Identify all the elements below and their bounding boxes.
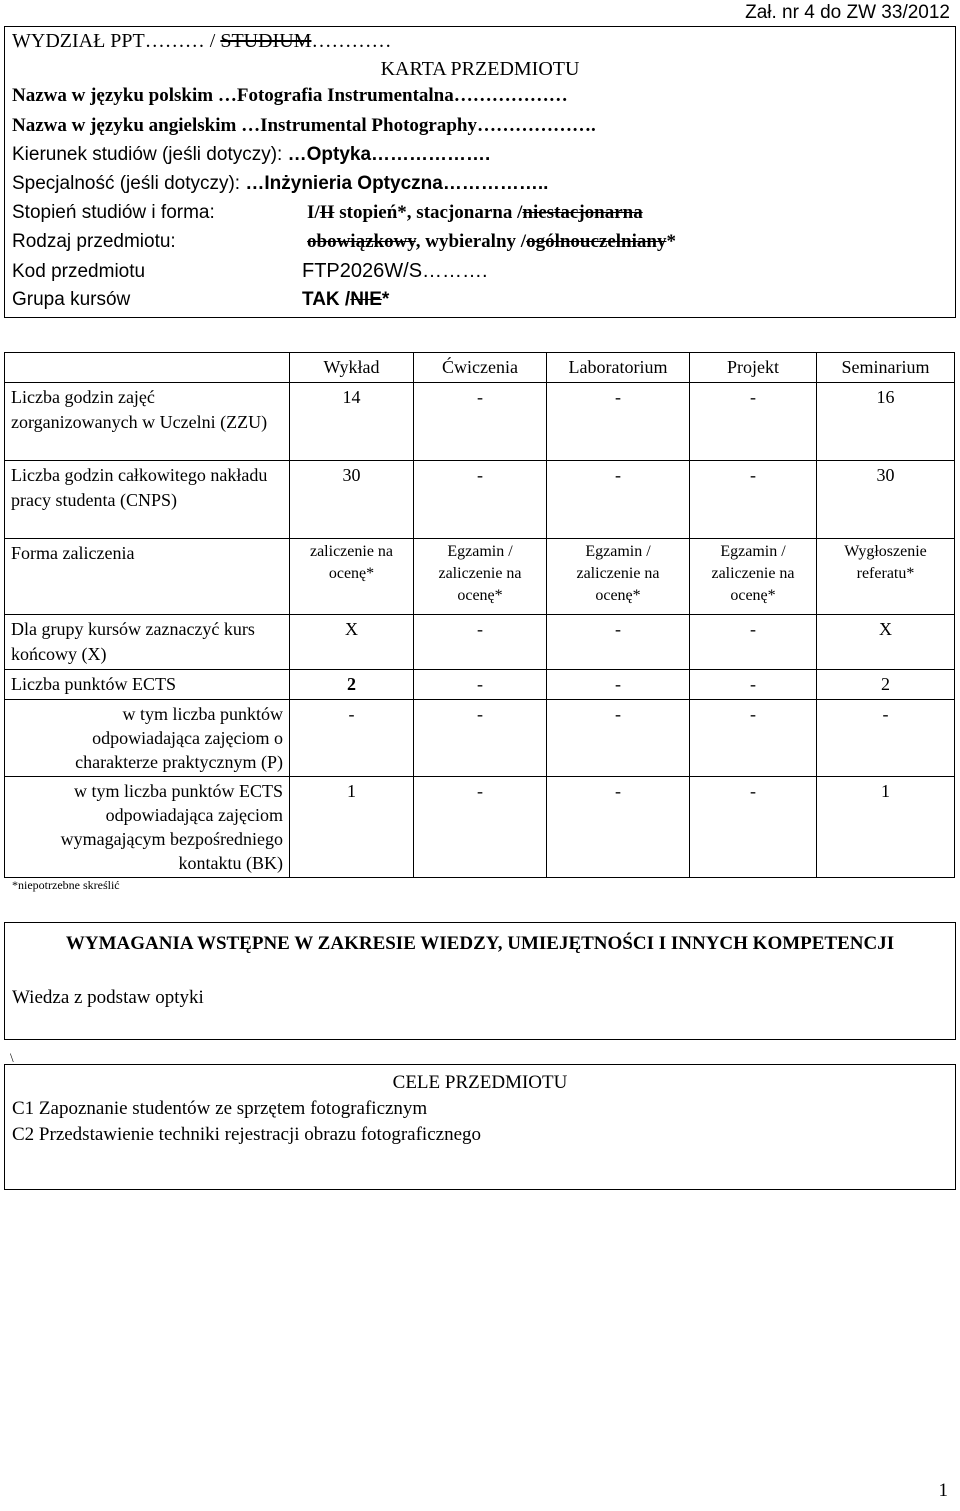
name-pl-label: Nazwa w języku polskim [12, 85, 218, 106]
table-cell: - [547, 461, 690, 539]
name-en-value: …Instrumental Photography………………. [241, 115, 596, 136]
table-cell: - [690, 383, 817, 461]
table-cell: - [414, 777, 547, 878]
field-value: …Optyka………………. [287, 144, 491, 165]
row-label: Liczba godzin zajęć zorganizowanych w Uczelni (ZZU) [5, 383, 290, 461]
footnote: *niepotrzebne skreślić [12, 878, 120, 892]
level-d: niestacjonarna [522, 202, 643, 223]
field-label: Kierunek studiów (jeśli dotyczy): [12, 144, 288, 165]
row-label: Forma zaliczenia [5, 539, 290, 615]
group-line [12, 287, 389, 313]
table-cell: - [690, 615, 817, 670]
table-cell: - [690, 700, 817, 777]
name-pl-value: …Fotografia Instrumentalna……………… [217, 85, 568, 106]
row-label: Liczba punktów ECTS [5, 670, 290, 700]
kind-line [12, 229, 676, 255]
code-value: FTP2026W/S………. [302, 260, 488, 282]
kind-c: ogólnouczelniany [526, 231, 667, 252]
table-cell: - [690, 670, 817, 700]
group-label: Grupa kursów [12, 289, 131, 310]
hours-table-header-row [5, 353, 955, 383]
table-cell: - [414, 383, 547, 461]
kind-b: , wybieralny / [415, 231, 527, 252]
table-cell: - [817, 700, 955, 777]
stray-mark: \ [10, 1050, 14, 1065]
level-line [12, 200, 643, 226]
name-en-line [12, 113, 596, 139]
field-line [12, 142, 490, 168]
col-header: Laboratorium [547, 353, 690, 383]
table-cell: X [817, 615, 955, 670]
table-row [5, 700, 955, 777]
spec-label: Specjalność (jeśli dotyczy): [12, 173, 246, 194]
faculty-line [12, 28, 391, 54]
faculty-prefix: WYDZIAŁ PPT……… / [12, 30, 221, 52]
name-pl-line [12, 83, 568, 109]
table-cell: - [547, 670, 690, 700]
table-cell: - [547, 777, 690, 878]
faculty-dots: ………… [311, 30, 392, 52]
table-cell: 30 [817, 461, 955, 539]
table-cell: - [414, 670, 547, 700]
header-empty-cell [5, 353, 290, 383]
table-cell: 2 [817, 670, 955, 700]
table-cell: - [547, 700, 690, 777]
spec-line [12, 171, 548, 197]
requirements-text: Wiedza z podstaw optyki [12, 987, 204, 1008]
goal-item: C1 Zapoznanie studentów ze sprzętem fotograficznym [12, 1098, 428, 1119]
level-label: Stopień studiów i forma: [12, 202, 215, 223]
table-row [5, 539, 955, 615]
kind-a: obowiązkowy [307, 231, 416, 252]
table-cell: Wygłoszenie referatu* [817, 539, 955, 615]
goals-title: CELE PRZEDMIOTU [392, 1072, 568, 1093]
row-label: w tym liczba punktów ECTS odpowiadająca zajęciom wymagającym bezpośredniego kontaktu (BK) [5, 777, 290, 878]
level-a: I/ [307, 202, 320, 223]
kind-d: * [666, 231, 676, 252]
hours-table [4, 352, 955, 878]
row-label: Liczba godzin całkowitego nakładu pracy studenta (CNPS) [5, 461, 290, 539]
code-label: Kod przedmiotu [12, 261, 146, 282]
table-cell: 30 [290, 461, 414, 539]
row-label: Dla grupy kursów zaznaczyć kurs końcowy (X) [5, 615, 290, 670]
card-title: KARTA PRZEDMIOTU [380, 58, 580, 80]
table-cell: 2 [290, 670, 414, 700]
col-header: Ćwiczenia [414, 353, 547, 383]
table-cell: X [290, 615, 414, 670]
col-header: Seminarium [817, 353, 955, 383]
table-cell: zaliczenie na ocenę* [290, 539, 414, 615]
table-row [5, 383, 955, 461]
table-row [5, 461, 955, 539]
table-cell: - [690, 461, 817, 539]
requirements-title: WYMAGANIA WSTĘPNE W ZAKRESIE WIEDZY, UMIEJĘTNOŚCI I INNYCH KOMPETENCJI [65, 933, 895, 954]
table-cell: Egzamin / zaliczenie na ocenę* [690, 539, 817, 615]
table-cell: 16 [817, 383, 955, 461]
kind-label: Rodzaj przedmiotu: [12, 231, 176, 252]
group-a: TAK / [302, 289, 351, 310]
table-cell: 1 [290, 777, 414, 878]
table-cell: - [547, 383, 690, 461]
table-cell: - [414, 700, 547, 777]
col-header: Projekt [690, 353, 817, 383]
code-line [12, 258, 488, 285]
level-c: stopień*, stacjonarna / [334, 202, 523, 223]
col-header: Wykład [290, 353, 414, 383]
table-cell: Egzamin / zaliczenie na ocenę* [547, 539, 690, 615]
table-cell: 1 [817, 777, 955, 878]
table-row [5, 615, 955, 670]
faculty-struck: STUDIUM [220, 30, 312, 52]
table-cell: - [547, 615, 690, 670]
table-cell: - [690, 777, 817, 878]
table-cell: 14 [290, 383, 414, 461]
spec-value: …Inżynieria Optyczna…………….. [245, 173, 549, 194]
group-c: * [381, 289, 390, 310]
annex-note: Zał. nr 4 do ZW 33/2012 [745, 2, 950, 23]
table-row [5, 670, 955, 700]
table-cell: - [414, 615, 547, 670]
row-label: w tym liczba punktów odpowiadająca zajęciom o charakterze praktycznym (P) [5, 700, 290, 777]
level-b: II [319, 202, 335, 223]
goal-item: C2 Przedstawienie techniki rejestracji obrazu fotograficznego [12, 1124, 481, 1145]
group-b: NIE [350, 289, 382, 310]
name-en-label: Nazwa w języku angielskim [12, 115, 242, 136]
table-cell: - [414, 461, 547, 539]
table-cell: Egzamin / zaliczenie na ocenę* [414, 539, 547, 615]
table-row [5, 777, 955, 878]
page-number: 1 [938, 1480, 948, 1501]
table-cell: - [290, 700, 414, 777]
